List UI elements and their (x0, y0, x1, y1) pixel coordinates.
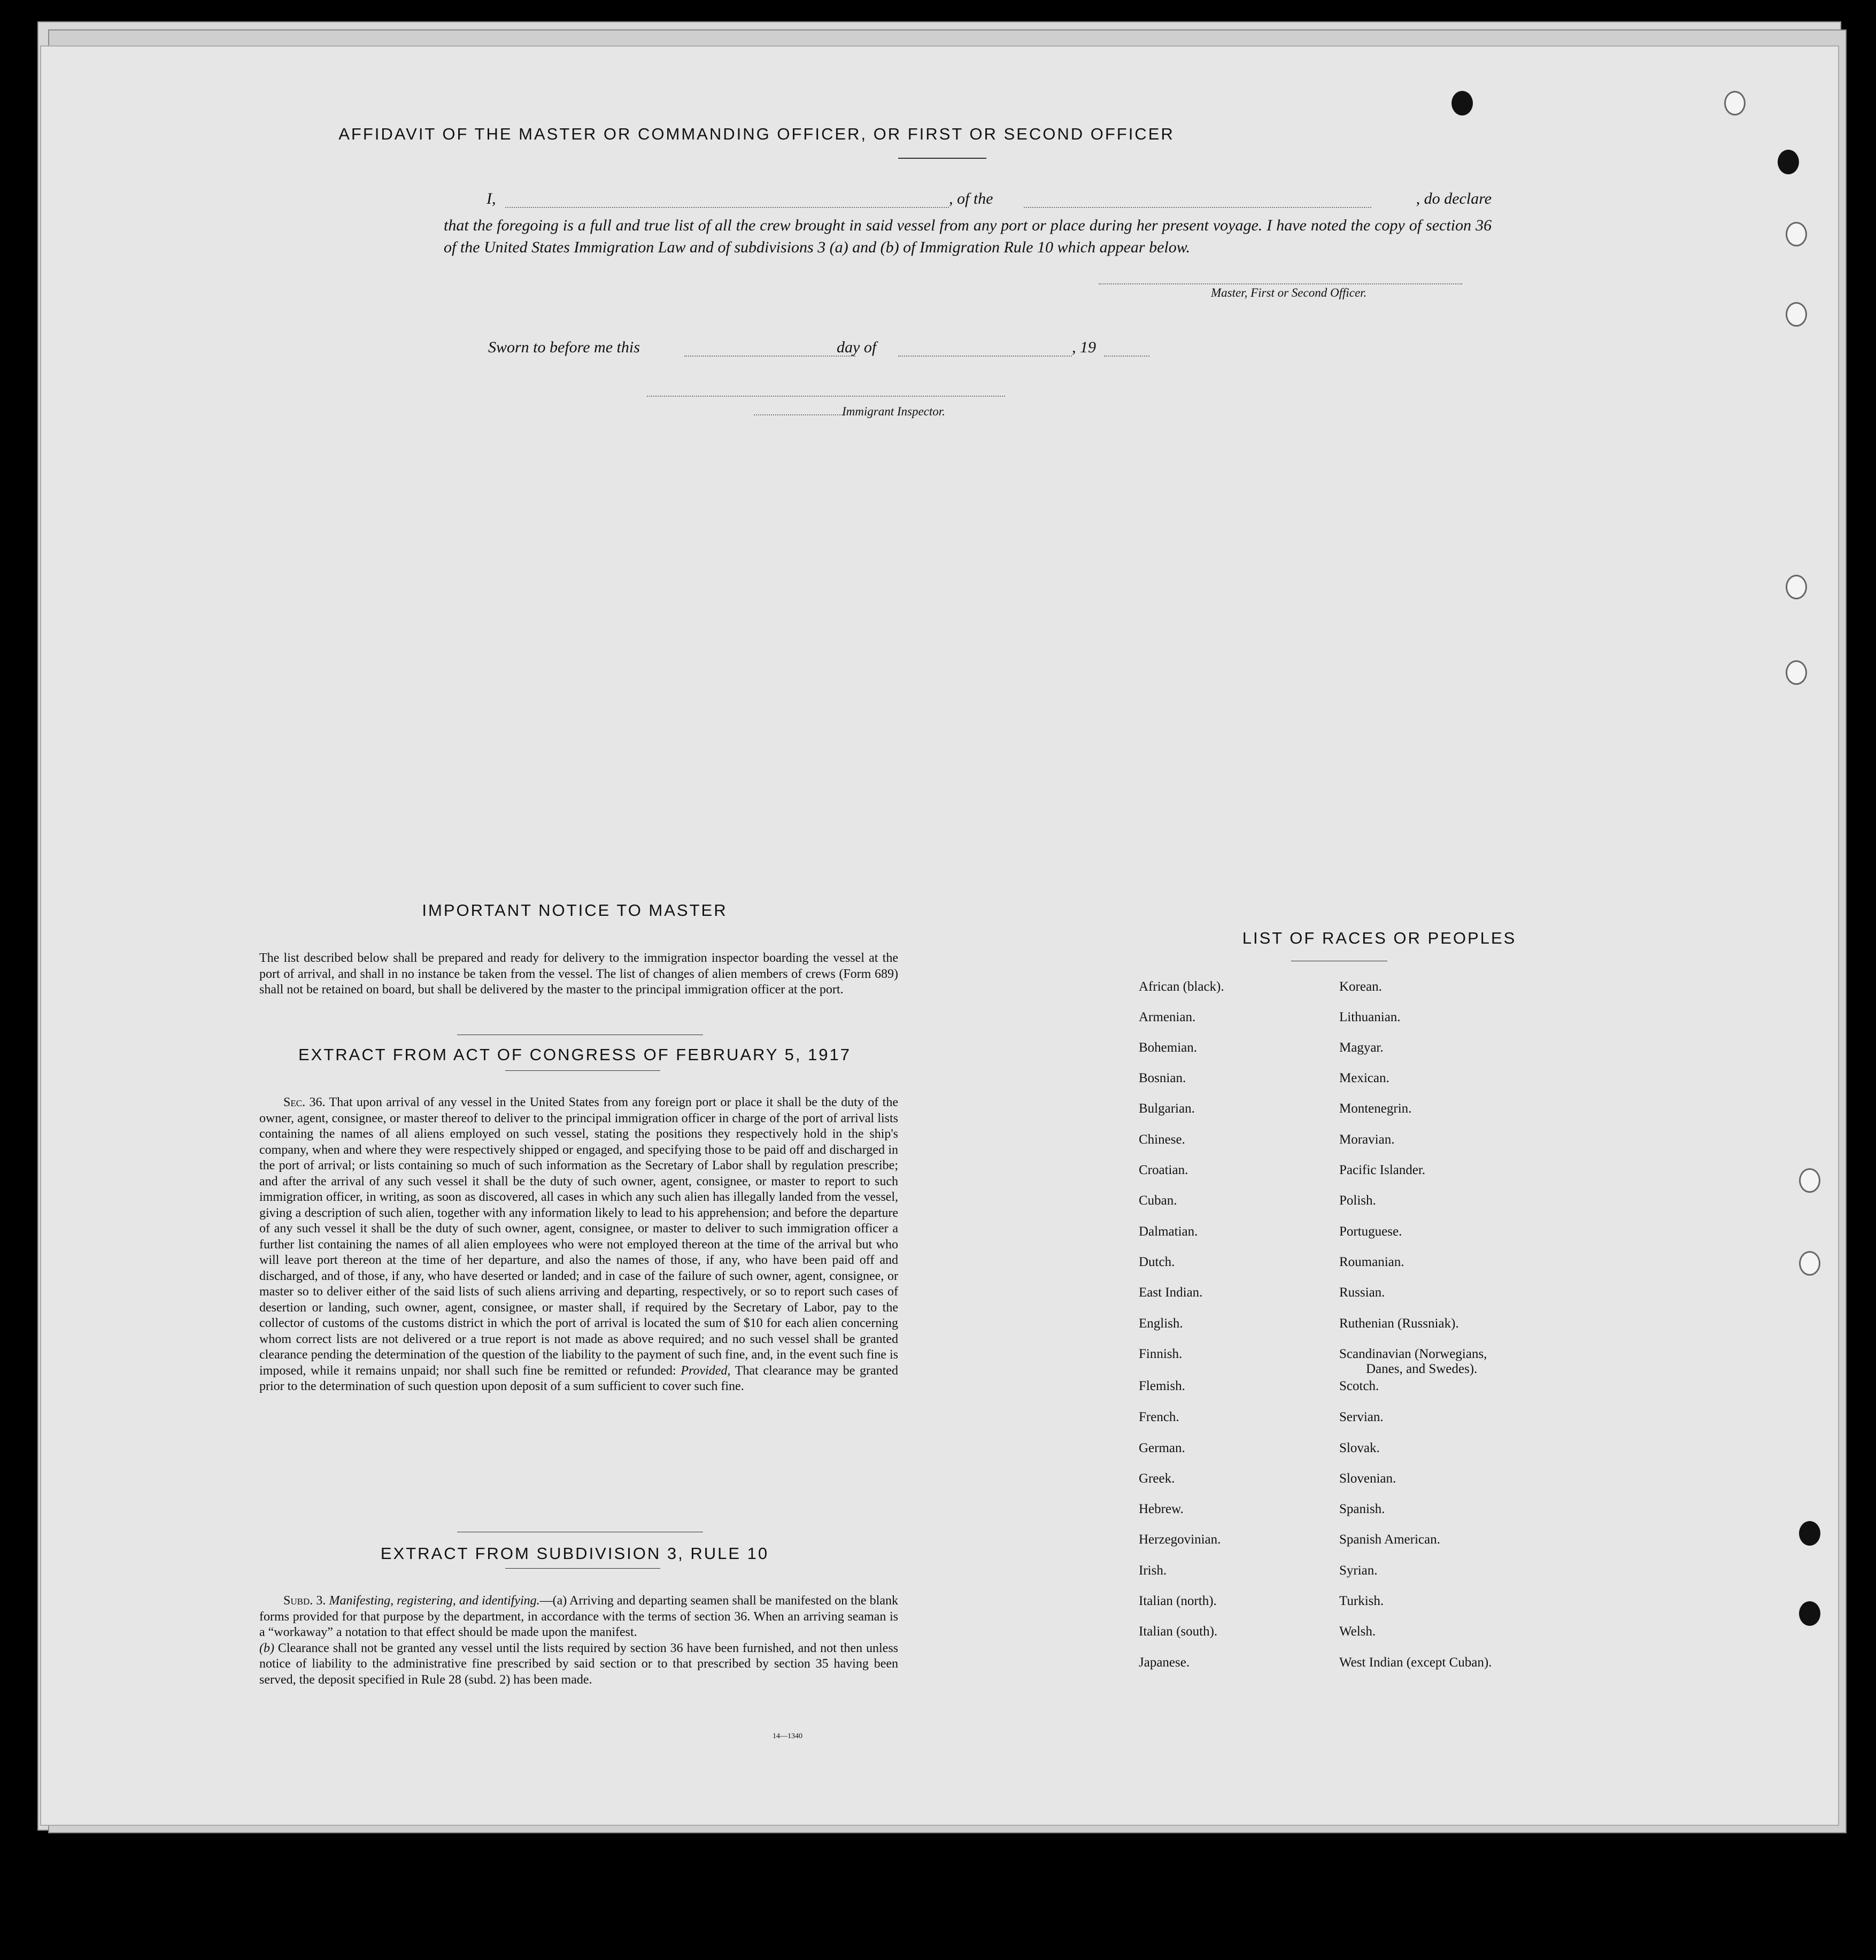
race-item: Scotch. (1339, 1379, 1379, 1393)
binder-hole-icon (1799, 1168, 1820, 1193)
race-item: Roumanian. (1339, 1255, 1404, 1269)
race-item: Scandinavian (Norwegians, (1339, 1347, 1487, 1361)
extract-act-title: EXTRACT FROM ACT OF CONGRESS OF FEBRUARY 5, 1917 (298, 1045, 852, 1064)
binder-hole-icon (1778, 150, 1799, 174)
sworn-day-of: day of (837, 338, 877, 356)
binder-hole-icon (1786, 660, 1807, 685)
subd-heading: Manifesting, registering, and identifying. (329, 1594, 540, 1608)
race-item: Dalmatian. (1139, 1224, 1198, 1239)
race-item: East Indian. (1139, 1285, 1203, 1300)
race-item: Moravian. (1339, 1132, 1395, 1147)
races-title: LIST OF RACES OR PEOPLES (1242, 929, 1517, 947)
notice-title: IMPORTANT NOTICE TO MASTER (422, 901, 728, 920)
binder-hole-icon (1786, 575, 1807, 599)
notice-text: The list described below shall be prepared and ready for delivery to the immigration inspector boarding the vessel at the port of arrival, and shall in no instance be taken from the vessel. The list of changes of alien members of crews (Form 689) shall not be retained on board, but shall be delivered by the master to the principal immigration officer at the port. (259, 951, 898, 997)
race-item: Bohemian. (1139, 1040, 1198, 1055)
binder-hole-icon (1786, 222, 1807, 246)
affidavit-of-the: , of the (949, 190, 993, 207)
race-item: Bosnian. (1139, 1071, 1186, 1085)
race-item: French. (1139, 1410, 1179, 1424)
inspector-signature-blank-2[interactable] (754, 414, 845, 415)
inspector-caption: Immigrant Inspector. (842, 405, 945, 418)
race-item: Slovak. (1339, 1441, 1380, 1455)
race-item: Spanish American. (1339, 1532, 1440, 1547)
binder-hole-icon (1799, 1601, 1820, 1626)
sec-label: Sec. 36. (283, 1095, 326, 1109)
binder-hole-icon (1786, 302, 1807, 327)
race-item: Montenegrin. (1339, 1101, 1412, 1116)
extract-act-body (259, 1095, 898, 1395)
race-item: Magyar. (1339, 1040, 1384, 1055)
race-item: Ruthenian (Russniak). (1339, 1316, 1459, 1331)
extract-act-divider (505, 1070, 660, 1071)
affidavit-title: AFFIDAVIT OF THE MASTER OR COMMANDING OFFICER, OR FIRST OR SECOND OFFICER (338, 125, 1175, 143)
race-item: Japanese. (1139, 1655, 1190, 1670)
race-item: Hebrew. (1139, 1502, 1184, 1516)
race-item: Slovenian. (1339, 1471, 1396, 1486)
form-number: 14—1340 (773, 1732, 802, 1740)
race-item: Bulgarian. (1139, 1101, 1195, 1116)
race-item: Turkish. (1339, 1594, 1384, 1608)
inspector-signature-blank[interactable] (647, 396, 1005, 397)
sec-36-text-end: That clearance may be granted prior to the determination of such question upon deposit of a sum sufficient to cover such fine. (259, 1363, 899, 1393)
race-item: Spanish. (1339, 1502, 1385, 1516)
title-divider (898, 158, 986, 159)
race-item: Chinese. (1139, 1132, 1185, 1147)
binder-hole-icon (1799, 1521, 1820, 1546)
signature-caption: Master, First or Second Officer. (1211, 286, 1367, 299)
subd-para-b: Clearance shall not be granted any vessel until the lists required by section 36 have been furnished, and not then unless notice of liability to the administrative fine prescribed by said section or to that prescribed by section 35 having been served, the deposit specified in Rule 28 (subd. 2) has been made. (259, 1641, 899, 1687)
extract-rule-divider (505, 1568, 660, 1569)
binder-hole-icon (1452, 91, 1473, 115)
race-item: Finnish. (1139, 1347, 1183, 1361)
race-item: Italian (north). (1139, 1594, 1217, 1608)
race-item: Herzegovinian. (1139, 1532, 1221, 1547)
provided-label: Provided, (681, 1363, 731, 1378)
race-item: Flemish. (1139, 1379, 1185, 1393)
binder-hole-icon (1724, 91, 1746, 115)
race-item: Russian. (1339, 1285, 1385, 1300)
year-blank[interactable] (1104, 356, 1149, 357)
day-blank[interactable] (684, 356, 855, 357)
race-item: Korean. (1339, 979, 1382, 994)
race-item-continuation: Danes, and Swedes). (1366, 1362, 1478, 1376)
race-item: Cuban. (1139, 1193, 1177, 1208)
race-item: Welsh. (1339, 1624, 1376, 1639)
affidavit-declare: , do declare (1416, 190, 1492, 207)
subd-label: Subd. 3. (283, 1594, 326, 1608)
vessel-blank[interactable] (1024, 207, 1371, 208)
sworn-prefix: Sworn to before me this (488, 338, 640, 356)
race-item: Portuguese. (1339, 1224, 1402, 1239)
race-item: Servian. (1339, 1410, 1384, 1424)
master-signature-blank[interactable] (1099, 283, 1462, 284)
binder-hole-icon (1799, 1251, 1820, 1276)
extract-rule-body (259, 1593, 898, 1688)
race-item: English. (1139, 1316, 1183, 1331)
race-item: Croatian. (1139, 1163, 1188, 1177)
race-item: African (black). (1139, 979, 1224, 994)
subd-para-a: —(a) Arriving and departing seamen shall be manifested on the blank forms provided for that purpose by the department, in accordance with the terms of section 36. When an arriving seaman is a “workaway” a notation to that effect should be made upon the manifest. (259, 1594, 898, 1639)
race-item: Mexican. (1339, 1071, 1389, 1085)
affidavit-text: that the foregoing is a full and true list of all the crew brought in said vessel from any port or place during her present voyage. I have noted the copy of section 36 of the United States Immigration Law and of subdivisions 3 (a) and (b) of Immigration Rule 10 which appear below. (444, 217, 1492, 256)
race-item: Polish. (1339, 1193, 1376, 1208)
race-item: Pacific Islander. (1339, 1163, 1426, 1177)
race-item: German. (1139, 1441, 1185, 1455)
sec-36-text: That upon arrival of any vessel in the United States from any foreign port or place it shall be the duty of the owner, agent, consignee, or master thereof to deliver to the principal immigration officer in charge of the port of arrival lists containing the names of all aliens employed on such vessel, stating the positions they respectively hold in the ship's company, when and where they were respectively shipped or engaged, and specifying those to be paid off and discharged in the port of arrival; or lists containing so much of such information as the Secretary of Labor shall by regulation prescribe; and after the arrival of any such vessel it shall be the duty of such owner, agent, consignee, or master to report to such immigration officer, in writing, as soon as discovered, all cases in which any such alien has illegally landed from the vessel, giving a description of such alien, together with any information likely to lead to his apprehension; and before the departure of any such vessel it shall be the duty of such owner, agent, consignee, or master to deliver to such immigration officer a further list containing the names of all alien employees who were not employed thereon at the time of the arrival but who will leave port thereon at the time of her departure, and also the names of those, if any, who have been paid off and discharged, and of those, if any, who have deserted or landed; and in case of the failure of such owner, agent, consignee, or master so to deliver either of the said lists of such aliens arriving and departing, respectively, or so to report such cases of desertion or landing, such owner, agent, consignee, or master shall, if required by the Secretary of Labor, pay to the collector of customs of the customs district in which the port of arrival is located the sum of $10 for each alien concerning whom correct lists are not delivered or a true report is not made as above required; and no such vessel shall be granted clearance pending the determination of the question of the liability to the payment of such fine, and, in the event such fine is imposed, while it remains unpaid; nor shall such fine be remitted or refunded: (259, 1095, 898, 1378)
race-item: West Indian (except Cuban). (1339, 1655, 1492, 1670)
race-item: Armenian. (1139, 1010, 1196, 1024)
extract-rule-title: EXTRACT FROM SUBDIVISION 3, RULE 10 (380, 1544, 769, 1563)
race-item: Dutch. (1139, 1255, 1175, 1269)
affidavit-i: I, (487, 190, 496, 207)
form-page (40, 45, 1839, 1826)
race-item: Syrian. (1339, 1563, 1378, 1578)
race-item: Italian (south). (1139, 1624, 1218, 1639)
subd-b-label: (b) (259, 1641, 274, 1655)
month-blank[interactable] (898, 356, 1072, 357)
sworn-year: , 19 (1072, 338, 1096, 356)
race-item: Irish. (1139, 1563, 1167, 1578)
race-item: Lithuanian. (1339, 1010, 1401, 1024)
name-blank[interactable] (505, 207, 949, 208)
race-item: Greek. (1139, 1471, 1175, 1486)
